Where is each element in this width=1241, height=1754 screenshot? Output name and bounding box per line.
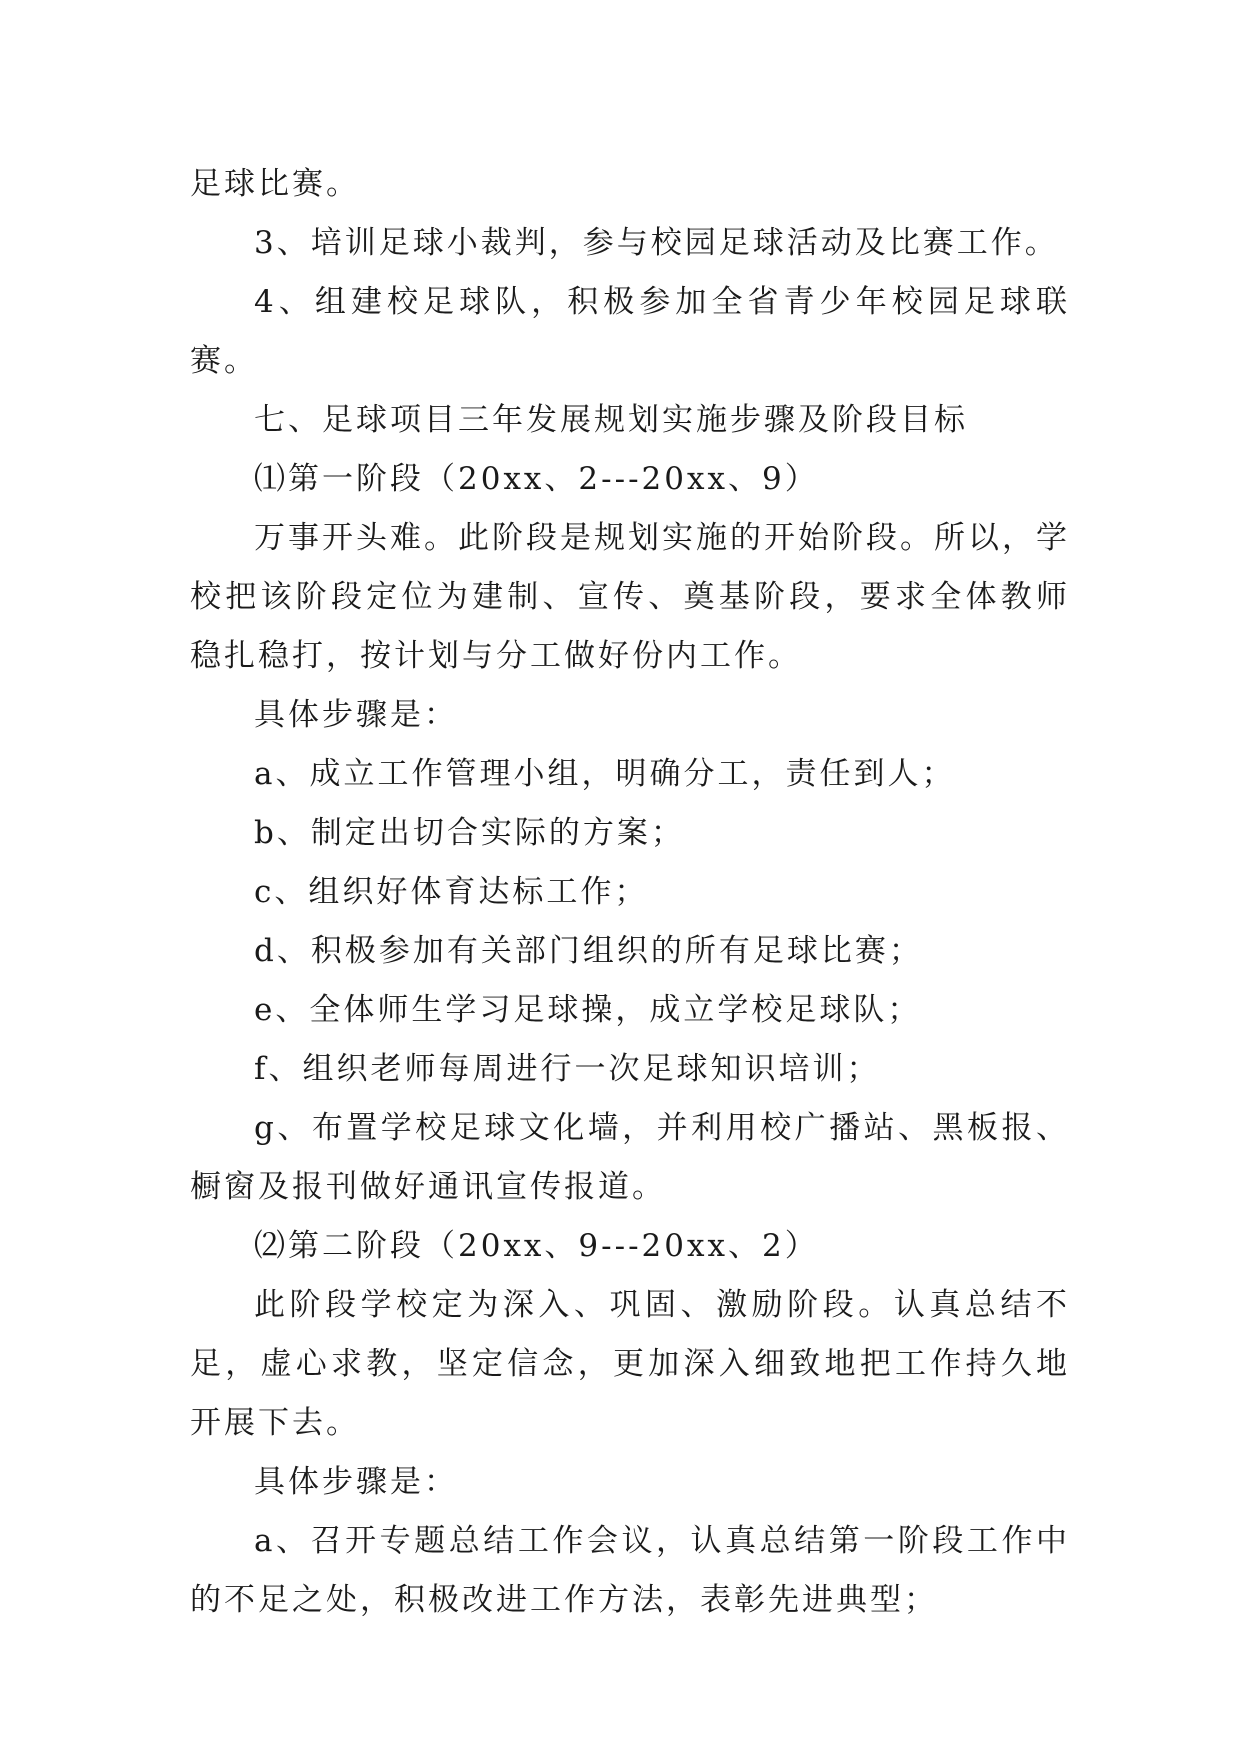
stage-heading: ⑴第一阶段（20xx、2---20xx、9） — [254, 461, 819, 497]
list-item: e、全体师生学习足球操，成立学校足球队； — [254, 992, 922, 1028]
list-item: g、布置学校足球文化墙，并利用校广播站、黑板报、橱窗及报刊做好通讯宣传报道。 — [190, 1110, 1070, 1205]
paragraph: 4、组建校足球队，积极参加全省青少年校园足球联赛。 — [190, 284, 1070, 379]
document-body — [190, 155, 1070, 1630]
list-item: b、制定出切合实际的方案； — [254, 815, 685, 851]
paragraph: 3、培训足球小裁判，参与校园足球活动及比赛工作。 — [254, 225, 1059, 261]
list-item: c、组织好体育达标工作； — [254, 874, 649, 910]
paragraph: 此阶段学校定为深入、巩固、激励阶段。认真总结不足，虚心求教，坚定信念，更加深入细致地把工作持久地开展下去。 — [190, 1287, 1070, 1441]
steps-label: 具体步骤是： — [254, 697, 458, 733]
stage-heading: ⑵第二阶段（20xx、9---20xx、2） — [254, 1228, 819, 1264]
list-item: f、组织老师每周进行一次足球知识培训； — [254, 1051, 881, 1087]
paragraph: 万事开头难。此阶段是规划实施的开始阶段。所以，学校把该阶段定位为建制、宣传、奠基阶段，要求全体教师稳扎稳打，按计划与分工做好份内工作。 — [190, 520, 1070, 674]
list-item: a、召开专题总结工作会议，认真总结第一阶段工作中的不足之处，积极改进工作方法，表彰先进典型； — [190, 1523, 1070, 1618]
list-item: a、成立工作管理小组，明确分工，责任到人； — [254, 756, 956, 792]
section-heading: 七、足球项目三年发展规划实施步骤及阶段目标 — [254, 402, 968, 438]
list-item: d、积极参加有关部门组织的所有足球比赛； — [254, 933, 923, 969]
paragraph: 足球比赛。 — [190, 166, 360, 202]
steps-label: 具体步骤是： — [254, 1464, 458, 1500]
